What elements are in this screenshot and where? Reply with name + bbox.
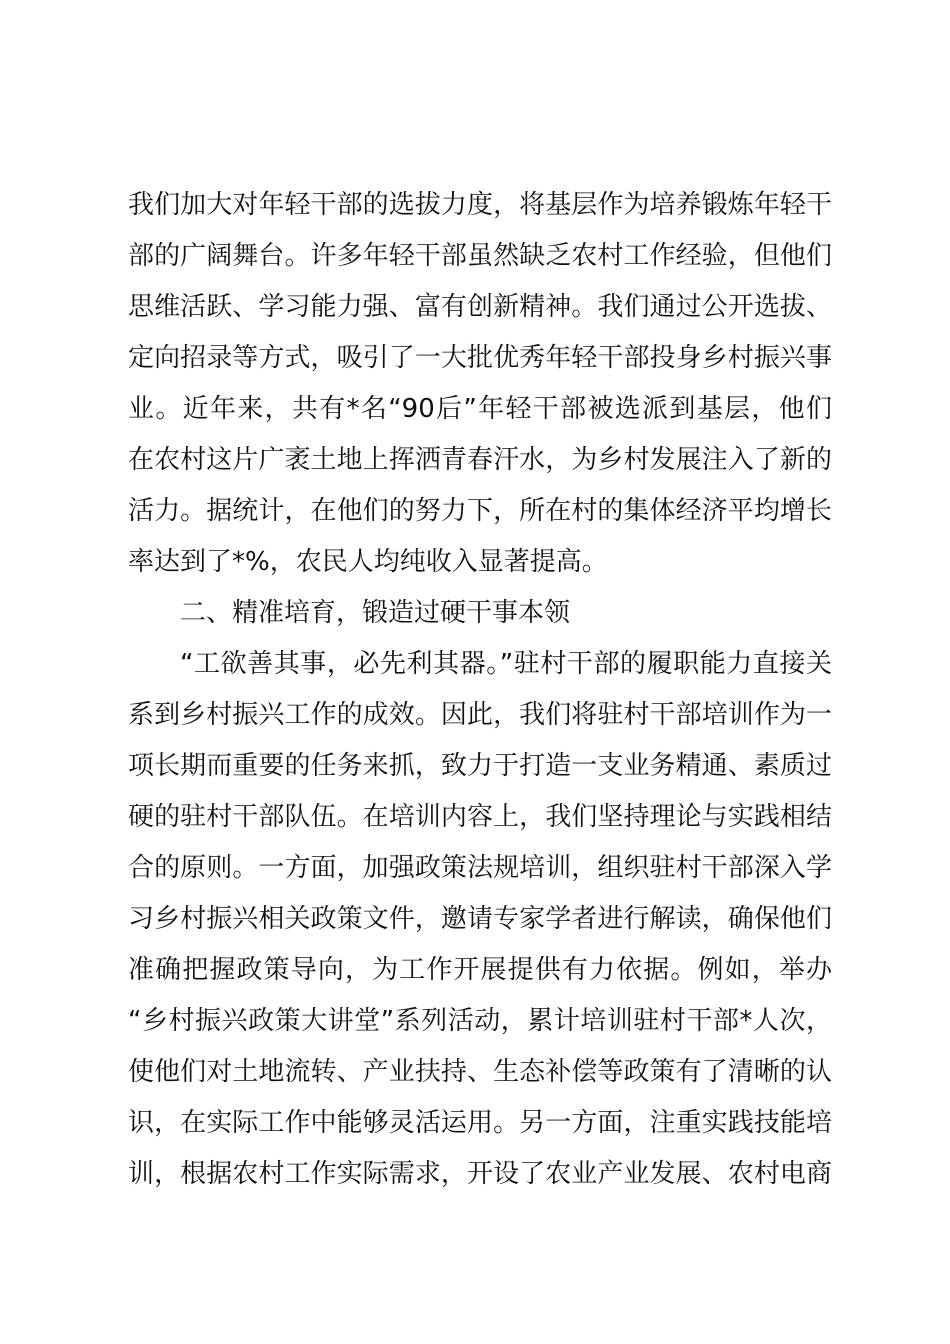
- text-line: 合的原则。一方面，加强政策法规培训，组织驻村干部深入学: [128, 853, 832, 883]
- text-line: 业。近年来，共有*名“90后”年轻干部被选派到基层，他们: [128, 394, 832, 424]
- text-line: 思维活跃、学习能力强、富有创新精神。我们通过公开选拔、: [128, 292, 832, 322]
- text-line: 项长期而重要的任务来抓，致力于打造一支业务精通、素质过: [128, 751, 832, 781]
- section-heading: 二、精准培育，锻造过硬干事本领: [180, 598, 571, 628]
- text-line: 部的广阔舞台。许多年轻干部虽然缺乏农村工作经验，但他们: [128, 241, 832, 271]
- text-line: 率达到了*%，农民人均纯收入显著提高。: [128, 547, 608, 577]
- text-line: 系到乡村振兴工作的成效。因此，我们将驻村干部培训作为一: [128, 700, 832, 730]
- text-line: 活力。据统计，在他们的努力下，所在村的集体经济平均增长: [128, 496, 832, 526]
- body-text: [128, 180, 832, 1200]
- text-line: 准确把握政策导向，为工作开展提供有力依据。例如，举办: [128, 955, 832, 985]
- text-line: 定向招录等方式，吸引了一大批优秀年轻干部投身乡村振兴事: [128, 343, 832, 373]
- text-line: 在农村这片广袤土地上挥洒青春汗水，为乡村发展注入了新的: [128, 445, 832, 475]
- text-line: 我们加大对年轻干部的选拔力度，将基层作为培养锻炼年轻干: [128, 190, 832, 220]
- text-line: “乡村振兴政策大讲堂”系列活动，累计培训驻村干部*人次，: [128, 1006, 832, 1036]
- text-line: 训，根据农村工作实际需求，开设了农业产业发展、农村电商: [128, 1159, 832, 1189]
- text-line: 硬的驻村干部队伍。在培训内容上，我们坚持理论与实践相结: [128, 802, 832, 832]
- text-line: 使他们对土地流转、产业扶持、生态补偿等政策有了清晰的认: [128, 1057, 832, 1087]
- text-line: 习乡村振兴相关政策文件，邀请专家学者进行解读，确保他们: [128, 904, 832, 934]
- text-line: 识，在实际工作中能够灵活运用。另一方面，注重实践技能培: [128, 1108, 832, 1138]
- text-line: “工欲善其事，必先利其器。”驻村干部的履职能力直接关: [180, 649, 832, 679]
